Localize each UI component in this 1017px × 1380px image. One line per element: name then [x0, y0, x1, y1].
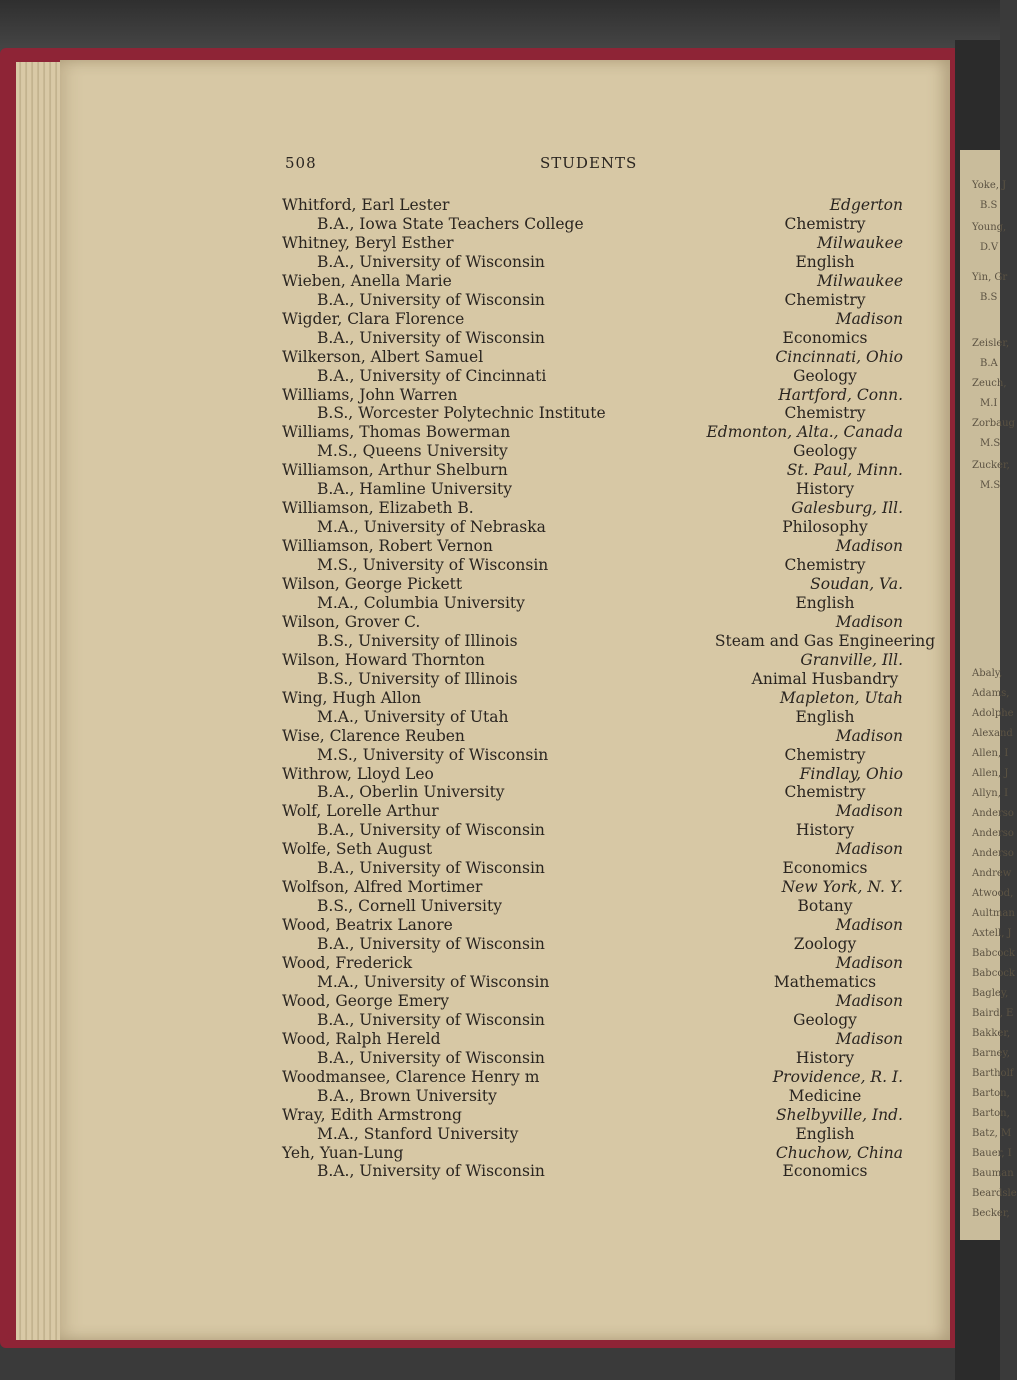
student-name: Wood, Frederick [282, 954, 413, 972]
student-name: Williamson, Elizabeth B. [282, 499, 474, 518]
page-number: 508 [285, 154, 317, 172]
student-degree: M.A., University of Utah [317, 707, 509, 726]
student-subject: Zoology [793, 935, 857, 954]
student-subject: History [795, 1048, 855, 1067]
student-name: Wilson, Howard Thornton [282, 650, 485, 669]
student-degree: B.A., Hamline University [317, 480, 512, 499]
student-name: Wilkerson, Albert Samuel [282, 347, 484, 366]
student-name: Wolfson, Alfred Mortimer [282, 878, 483, 897]
student-subject: Geology [793, 1010, 857, 1029]
student-subject: Chemistry [784, 745, 866, 764]
student-name: Wilson, Grover C. [282, 612, 421, 631]
student-degree: B.A., Oberlin University [317, 783, 505, 802]
adjacent-page-text: Anderso [972, 848, 1014, 859]
student-subject: Steam and Gas Engineering [714, 631, 936, 650]
student-subject: English [795, 252, 855, 271]
student-degree: M.A., Columbia University [317, 593, 525, 612]
student-location: Madison [835, 991, 903, 1010]
adjacent-page-text: Adolphe [972, 708, 1014, 719]
student-degree: B.A., University of Wisconsin [317, 1162, 545, 1181]
adjacent-page-text: Bartholf [972, 1068, 1014, 1079]
student-degree: B.S., University of Illinois [317, 631, 518, 650]
student-subject: Philosophy [782, 518, 868, 537]
adjacent-page-text: Batz, M [972, 1128, 1012, 1139]
adjacent-page-text: Alexand [972, 728, 1013, 739]
student-degree: B.S., Worcester Polytechnic Institute [317, 404, 606, 423]
page-header: STUDENTS [540, 154, 638, 172]
student-subject: History [795, 480, 855, 499]
student-degree: B.A., University of Wisconsin [317, 859, 545, 878]
student-name: Williamson, Arthur Shelburn [282, 461, 508, 480]
student-location: Cincinnati, Ohio [775, 347, 903, 366]
student-name: Wise, Clarence Reuben [282, 726, 465, 745]
student-name: Williamson, Robert Vernon [282, 537, 493, 556]
adjacent-page-text: Allyn, I [972, 788, 1009, 799]
adjacent-page-text: Allen, I [972, 748, 1009, 759]
adjacent-page-text: Axtell, J [972, 928, 1012, 939]
adjacent-page-text: Anderso [972, 808, 1014, 819]
student-degree: B.A., University of Wisconsin [317, 935, 545, 954]
student-location: Chuchow, China [775, 1143, 903, 1162]
student-subject: Economics [782, 1162, 868, 1181]
student-location: Edmonton, Alta., Canada [706, 423, 903, 442]
student-degree: M.S., Queens University [317, 442, 508, 461]
adjacent-page-text: D.V [980, 242, 999, 253]
adjacent-page-text: Baird, E [972, 1008, 1014, 1019]
adjacent-page-text: Allen, J [972, 768, 1009, 779]
adjacent-page-text: Atwood, [972, 888, 1014, 899]
student-subject: English [795, 593, 855, 612]
student-location: Providence, R. I. [772, 1067, 903, 1086]
student-name: Wieben, Anella Marie [282, 271, 452, 290]
student-subject: Chemistry [784, 556, 866, 575]
adjacent-page-text: B.A [980, 358, 998, 369]
adjacent-page-text: Young, [972, 222, 1007, 233]
student-name: Wood, George Emery [282, 991, 449, 1010]
student-name: Wood, Beatrix Lanore [282, 916, 453, 935]
student-name: Wing, Hugh Allon [282, 688, 422, 707]
student-name: Whitney, Beryl Esther [282, 233, 454, 252]
student-name: Wood, Ralph Hereld [282, 1029, 441, 1048]
student-location: Galesburg, Ill. [791, 499, 903, 518]
student-subject: Economics [782, 859, 868, 878]
student-location: Mapleton, Utah [779, 688, 903, 707]
student-subject: Mathematics [773, 972, 877, 991]
adjacent-page-text: Zorbaug [972, 418, 1015, 429]
student-location: Madison [835, 840, 903, 859]
adjacent-page-text: Zeisler, [972, 338, 1010, 349]
student-degree: M.A., University of Wisconsin [317, 972, 550, 991]
adjacent-page-text: Yin, Gr [972, 272, 1008, 283]
student-name: Wigder, Clara Florence [282, 309, 465, 328]
adjacent-page-text: M.I [980, 398, 998, 409]
student-subject: Chemistry [784, 214, 866, 233]
student-degree: B.A., University of Wisconsin [317, 821, 545, 840]
adjacent-page-text: M.S [980, 480, 1001, 491]
student-degree: B.A., University of Wisconsin [317, 328, 545, 347]
adjacent-page-text: Yoke, J [972, 180, 1007, 191]
student-name: Wolfe, Seth August [282, 840, 433, 859]
student-subject: Geology [793, 366, 857, 385]
student-location: Madison [835, 309, 903, 328]
student-name: Woodmansee, Clarence Henry m [282, 1067, 540, 1086]
student-degree: B.A., Brown University [317, 1086, 497, 1105]
adjacent-page-text: B.S [980, 292, 998, 303]
adjacent-page-text: Bakker, [972, 1028, 1011, 1039]
student-name: Yeh, Yuan-Lung [282, 1143, 404, 1162]
student-name: Whitford, Earl Lester [282, 196, 450, 214]
student-degree: M.S., University of Wisconsin [317, 745, 549, 764]
student-location: Granville, Ill. [800, 650, 903, 669]
student-location: Madison [835, 612, 903, 631]
student-subject: Chemistry [784, 290, 866, 309]
student-subject: Economics [782, 328, 868, 347]
student-degree: B.A., Iowa State Teachers College [317, 214, 584, 233]
student-degree: B.S., Cornell University [317, 897, 503, 916]
student-location: Shelbyville, Ind. [775, 1105, 903, 1124]
student-degree: M.A., University of Nebraska [317, 518, 546, 537]
student-name: Wray, Edith Armstrong [282, 1105, 462, 1124]
student-location: Milwaukee [816, 233, 903, 252]
student-location: Soudan, Va. [810, 575, 903, 593]
student-location: Madison [835, 537, 903, 556]
adjacent-page-text: Bauman [972, 1168, 1014, 1179]
student-subject: Medicine [788, 1086, 862, 1105]
student-name: Withrow, Lloyd Leo [282, 764, 434, 783]
student-subject: Chemistry [784, 404, 866, 423]
student-location: Edgerton [829, 196, 903, 214]
student-location: St. Paul, Minn. [786, 461, 903, 480]
adjacent-page-text: Anderso [972, 828, 1014, 839]
adjacent-page-text: Aultman [972, 908, 1015, 919]
student-location: New York, N. Y. [781, 878, 903, 897]
adjacent-page-text: Barton, [972, 1088, 1010, 1099]
adjacent-page-text: Bauer, I [972, 1148, 1012, 1159]
adjacent-page-text: Barton, [972, 1108, 1010, 1119]
adjacent-page-text: Babcock [972, 968, 1015, 979]
student-subject: Animal Husbandry [751, 669, 899, 688]
student-name: Williams, Thomas Bowerman [282, 423, 511, 442]
student-degree: B.A., University of Wisconsin [317, 1010, 545, 1029]
adjacent-page-text: Adams, [972, 688, 1010, 699]
student-name: Wolf, Lorelle Arthur [282, 802, 439, 821]
student-subject: Geology [793, 442, 857, 461]
student-degree: M.S., University of Wisconsin [317, 556, 549, 575]
adjacent-page-text: B.S [980, 200, 998, 211]
adjacent-page-text: Beardsle [972, 1188, 1017, 1199]
student-name: Wilson, George Pickett [282, 575, 463, 593]
student-degree: M.A., Stanford University [317, 1124, 519, 1143]
adjacent-page-text: Zeuch, [972, 378, 1007, 389]
student-subject: Chemistry [784, 783, 866, 802]
student-location: Madison [835, 802, 903, 821]
adjacent-page-text: Bagley, [972, 988, 1009, 999]
student-degree: B.S., University of Illinois [317, 669, 518, 688]
student-location: Madison [835, 726, 903, 745]
student-location: Madison [835, 954, 903, 972]
student-location: Milwaukee [816, 271, 903, 290]
book-page [60, 60, 950, 1340]
student-degree: B.A., University of Wisconsin [317, 252, 545, 271]
adjacent-page-text: Andrew [972, 868, 1012, 879]
student-subject: English [795, 707, 855, 726]
adjacent-page-sliver [960, 150, 1017, 1240]
student-location: Madison [835, 1029, 903, 1048]
adjacent-page-text: Abaly, [972, 668, 1003, 679]
adjacent-page-text: Becker, [972, 1208, 1010, 1219]
student-subject: English [795, 1124, 855, 1143]
student-location: Madison [835, 916, 903, 935]
student-degree: B.A., University of Cincinnati [317, 366, 547, 385]
adjacent-page-text: Babcock [972, 948, 1015, 959]
adjacent-page-text: Zucker, [972, 460, 1010, 471]
student-degree: B.A., University of Wisconsin [317, 290, 545, 309]
adjacent-page-text: M.S [980, 438, 1001, 449]
adjacent-page-text: Barney, [972, 1048, 1010, 1059]
student-subject: Botany [797, 897, 853, 916]
student-subject: History [795, 821, 855, 840]
student-location: Hartford, Conn. [778, 385, 903, 404]
student-degree: B.A., University of Wisconsin [317, 1048, 545, 1067]
student-name: Williams, John Warren [282, 385, 458, 404]
student-location: Findlay, Ohio [799, 764, 903, 783]
